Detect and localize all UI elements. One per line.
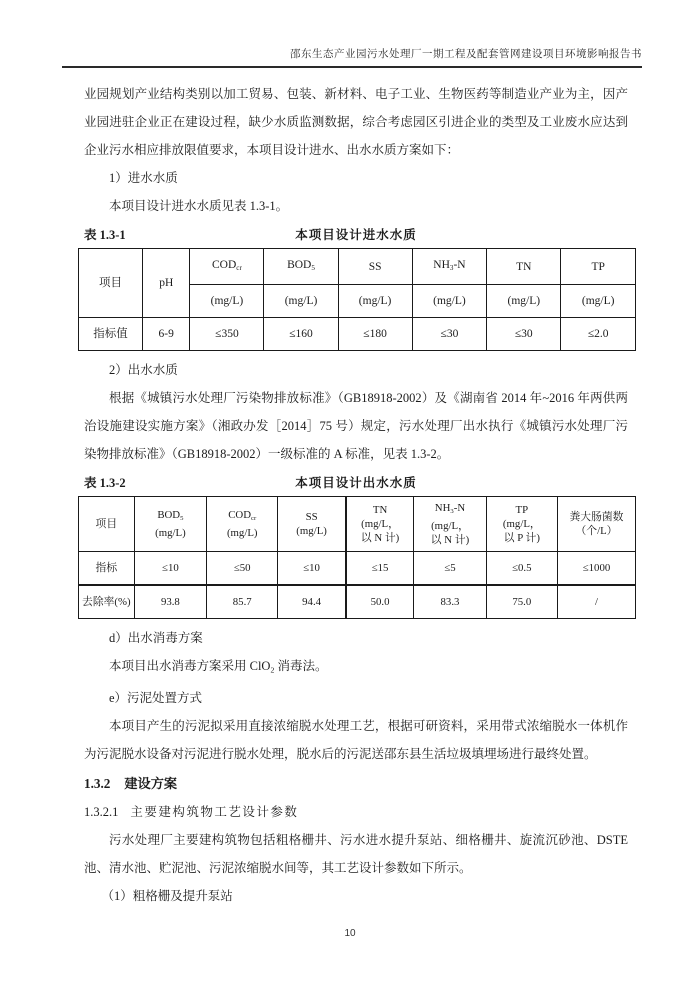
table-row: [79, 552, 636, 586]
table2-caption: [84, 472, 628, 494]
subsection-title: 主要建构筑物工艺设计参数: [130, 805, 299, 820]
t2-value-cell: /: [557, 585, 635, 619]
t2-header-ss: SS (mg/L): [278, 497, 346, 552]
t1-value-cell: ≤160: [264, 318, 338, 351]
table-row: [79, 249, 636, 285]
section-number: 1.3.2: [84, 776, 111, 792]
t2-value-cell: ≤10: [134, 552, 206, 586]
t2-row-label: 指标: [79, 552, 135, 586]
t2-value-cell: 94.4: [278, 585, 346, 619]
t1-unit-cell: (mg/L): [487, 285, 561, 318]
t2-value-cell: 93.8: [134, 585, 206, 619]
table1-caption-title: 本项目设计进水水质: [295, 228, 417, 242]
t1-unit-cell: (mg/L): [338, 285, 412, 318]
table1-caption-label: 表 1.3-1: [84, 228, 126, 242]
list-item-sludge: e）污泥处置方式: [109, 691, 203, 706]
table-row: [79, 318, 636, 351]
paragraph-industry-plan: 业园规划产业结构类别以加工贸易、包装、新材料、电子工业、生物医药等制造业产业为主，因产业园进驻企业正在建设过程，缺少水质监测数据，综合考虑园区引进企业的类型及工业废水应达到企业污水相应排放限值要求，本项目设计进水、出水水质方案如下：: [84, 87, 628, 157]
t1-value-cell: ≤2.0: [561, 318, 636, 351]
t1-value-cell: 6-9: [143, 318, 190, 351]
paragraph-outflow-standard: 根据《城镇污水处理厂污染物排放标准》（GB18918-2002）及《湖南省 2014 年~2016 年两供两治设施建设实施方案》（湘政办发［2014］75 号）规定，污水处理厂出水执行《城镇污水处理厂污染物排放标准》（GB18918-2002）一级标准的 A 标准，见表 1.3-2。: [84, 391, 628, 462]
t2-value-cell: ≤10: [278, 552, 346, 586]
t1-header-item: 项目: [79, 249, 143, 318]
t1-unit-cell: (mg/L): [264, 285, 338, 318]
t2-value-cell: ≤15: [346, 552, 414, 586]
list-item-inflow-quality: 1）进水水质: [109, 171, 178, 185]
t2-value-cell: 75.0: [486, 585, 557, 619]
table1-caption: [84, 224, 628, 246]
t1-header-tn: TN: [487, 249, 561, 285]
list-item-coarse-grille: （1）粗格栅及提升泵站: [101, 889, 233, 904]
t2-header-tn: TN (mg/L， 以 N 计): [346, 497, 414, 552]
report-title: 邵东生态产业园污水处理厂一期工程及配套管网建设项目环境影响报告书: [290, 49, 642, 60]
t2-header-coliform: 粪大肠菌数 （个/L）: [557, 497, 635, 552]
t2-value-cell: ≤0.5: [486, 552, 557, 586]
t1-header-cod: $COD_{cr}$: [190, 249, 264, 285]
t1-value-cell: ≤30: [412, 318, 487, 351]
table-row: [79, 585, 636, 619]
t2-value-cell: 85.7: [207, 585, 278, 619]
paragraph-sludge: 本项目产生的污泥拟采用直接浓缩脱水处理工艺，根据可研资料，采用带式浓缩脱水一体机作为污泥脱水设备对污泥进行脱水处理，脱水后的污泥送邵东县生活垃圾填埋场进行最终处置。: [84, 719, 628, 762]
t1-unit-cell: (mg/L): [412, 285, 487, 318]
t1-value-cell: ≤30: [487, 318, 561, 351]
t2-header-nh3n: $NH_3-N$ (mg/L， 以 N 计): [414, 497, 486, 552]
t1-value-cell: ≤350: [190, 318, 264, 351]
t1-header-ss: SS: [338, 249, 412, 285]
inflow-quality-table: [78, 248, 636, 351]
t2-value-cell: ≤50: [207, 552, 278, 586]
t1-unit-cell: (mg/L): [561, 285, 636, 318]
t2-header-item: 项目: [79, 497, 135, 552]
running-header: [62, 46, 642, 68]
list-item-disinfection: d）出水消毒方案: [109, 631, 203, 646]
subsection-heading-1-3-2-1: [84, 798, 628, 826]
t2-row-label: 去除率(%): [79, 585, 135, 619]
t2-value-cell: ≤1000: [557, 552, 635, 586]
t1-header-tp: TP: [561, 249, 636, 285]
subsection-number: 1.3.2.1: [84, 805, 119, 820]
t2-value-cell: 50.0: [346, 585, 414, 619]
t2-header-cod: $COD_{cr}$ (mg/L): [207, 497, 278, 552]
table-row: [79, 497, 636, 552]
t1-header-bod: $BOD_5$: [264, 249, 338, 285]
page-number: 10: [344, 928, 356, 939]
list-item-outflow-quality: 2）出水水质: [109, 363, 178, 378]
paragraph-inflow-ref: 本项目设计进水水质见表 1.3-1。: [109, 199, 289, 213]
outflow-quality-table: [78, 496, 636, 619]
t2-header-tp: TP (mg/L， 以 P 计): [486, 497, 557, 552]
t2-value-cell: ≤5: [414, 552, 486, 586]
t1-header-ph: pH: [143, 249, 190, 318]
paragraph-disinfection: 本项目出水消毒方案采用 ClO$_2$ 消毒法。: [109, 659, 328, 675]
t2-value-cell: 83.3: [414, 585, 486, 619]
table2-caption-title: 本项目设计出水水质: [295, 476, 417, 491]
section-heading-1-3-2: [84, 770, 628, 798]
t1-header-nh3n: $NH_3-N$: [412, 249, 487, 285]
t1-value-cell: ≤180: [338, 318, 412, 351]
table2-caption-label: 表 1.3-2: [84, 476, 126, 491]
t2-header-bod: $BOD_5$ (mg/L): [134, 497, 206, 552]
page-content: [84, 80, 628, 910]
t1-unit-cell: (mg/L): [190, 285, 264, 318]
t1-row-label: 指标值: [79, 318, 143, 351]
paragraph-structures: 污水处理厂主要建构筑物包括粗格栅井、污水进水提升泵站、细格栅井、旋流沉砂池、DSTE 池、清水池、贮泥池、污泥浓缩脱水间等，其工艺设计参数如下所示。: [84, 833, 628, 876]
section-title: 建设方案: [124, 776, 178, 792]
